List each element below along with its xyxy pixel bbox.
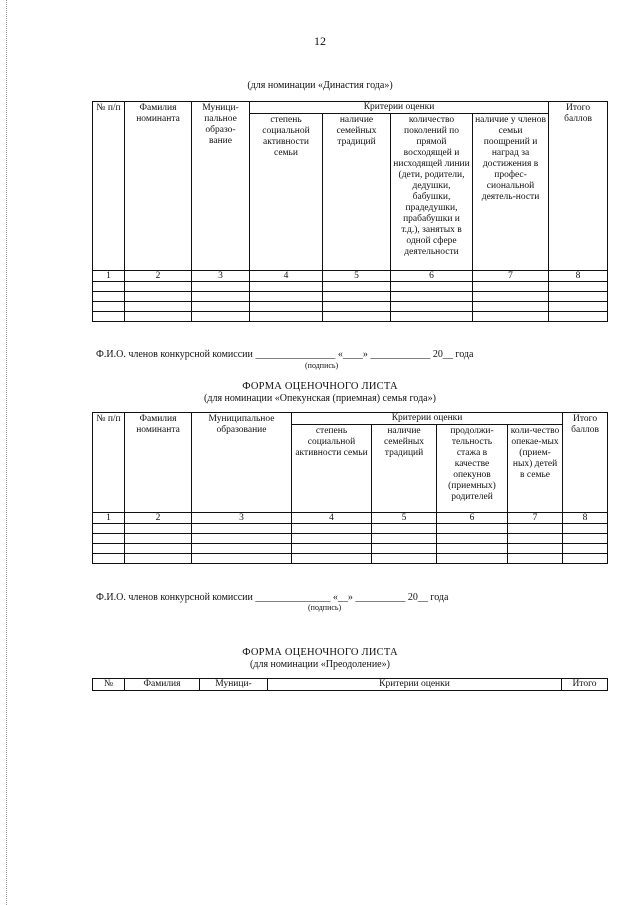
criterion-family-traditions: наличие семейных традиций [323,114,391,271]
signature-line: Ф.И.О. членов конкурсной комиссии ________________ «____» ____________ 20__ года [96,349,474,360]
column-number: 4 [250,271,323,282]
criterion-generations: количество поколений по прямой восходящей и нисходящей линии (дети, родители, дедушки, бабушки, прадедушки, прабабушки и т.д.), занятых в одной сфере деятельности [391,114,473,271]
column-number: 5 [323,271,391,282]
column-number: 3 [192,271,250,282]
header-total: Итого баллов [563,413,608,513]
table-row [93,292,608,302]
signature-line: Ф.И.О. членов конкурсной комиссии _______________ «__» __________ 20__ года [96,592,449,603]
column-number: 4 [292,513,372,524]
section2-caption: (для номинации «Опекунская (приемная) семья года») [204,393,436,404]
dynasty-score-table [92,101,608,322]
criterion-social-activity: степень социальной активности семьи [292,425,372,513]
header-criteria: Критерии оценки [292,413,563,425]
form-title: ФОРМА ОЦЕНОЧНОГО ЛИСТА [242,381,398,392]
table-row [93,554,608,564]
header-municipality: Муници- [200,679,268,691]
column-number: 1 [93,271,125,282]
column-number: 7 [473,271,549,282]
page-number: 12 [314,34,326,48]
table-row [93,282,608,292]
form-title: ФОРМА ОЦЕНОЧНОГО ЛИСТА [242,647,398,658]
header-num: № [93,679,125,691]
signature-caption: (подпись) [308,603,342,612]
table-row [93,302,608,312]
table-row [93,534,608,544]
overcoming-score-table [92,678,608,691]
criterion-guardian-experience: продолжи-тельность стажа в качестве опекунов (приемных) родителей [437,425,508,513]
criterion-family-traditions: наличие семейных традиций [372,425,437,513]
criterion-awards: наличие у членов семьи поощрений и наград за достижения в профес-сиональной деятель-ности [473,114,549,271]
header-surname: Фамилия номинанта [125,102,192,271]
column-number: 2 [125,513,192,524]
column-number: 6 [391,271,473,282]
header-municipality: Муници-пальное образо-вание [192,102,250,271]
column-number: 6 [437,513,508,524]
column-number: 1 [93,513,125,524]
header-surname: Фамилия [125,679,200,691]
table-row [93,524,608,534]
table-row [93,544,608,554]
column-number: 3 [192,513,292,524]
header-criteria: Критерии оценки [250,102,549,114]
header-total: Итого [562,679,608,691]
header-num: № п/п [93,102,125,271]
column-number: 5 [372,513,437,524]
criterion-social-activity: степень социальной активности семьи [250,114,323,271]
header-total: Итого баллов [549,102,608,271]
header-surname: Фамилия номинанта [125,413,192,513]
page-edge [6,0,7,905]
section1-caption: (для номинации «Династия года») [247,80,393,91]
signature-caption: (подпись) [305,361,339,370]
table-row [93,312,608,322]
header-municipality: Муниципальное образование [192,413,292,513]
section3-caption: (для номинации «Преодоление») [250,659,390,670]
column-number: 7 [508,513,563,524]
guardian-score-table [92,412,608,564]
criterion-foster-children: коли-чество опекае-мых (прием-ных) детей в семье [508,425,563,513]
header-criteria: Критерии оценки [268,679,562,691]
header-num: № п/п [93,413,125,513]
column-number: 8 [563,513,608,524]
column-number: 8 [549,271,608,282]
column-number: 2 [125,271,192,282]
